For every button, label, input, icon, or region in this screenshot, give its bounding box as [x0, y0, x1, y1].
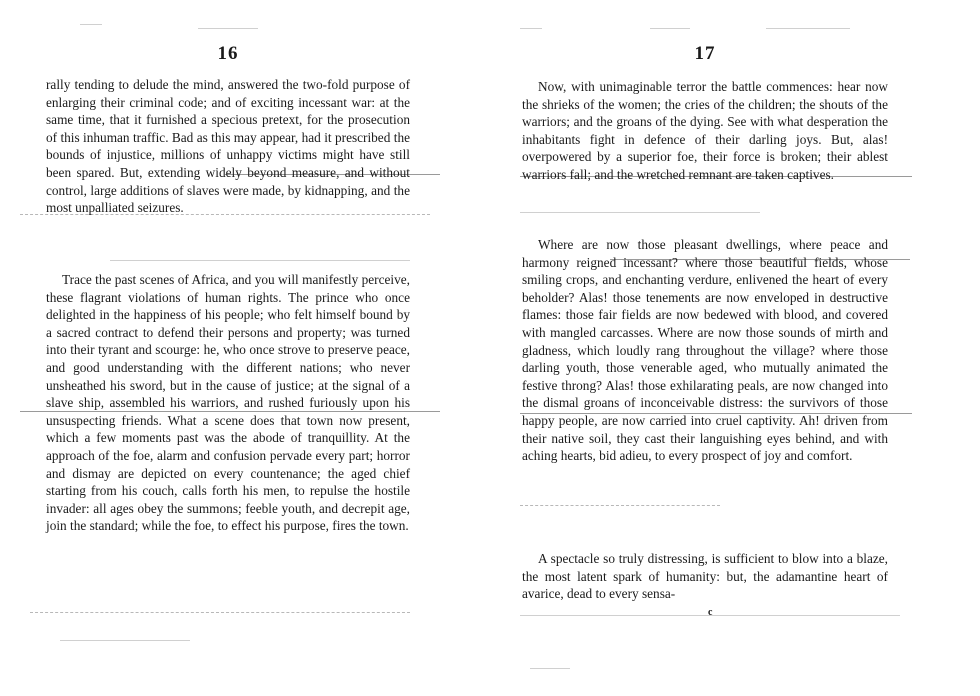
paragraph: A spectacle so truly distressing, is sufficient to blow into a blaze, the most latent spark of humanity: but, the adamantine heart of avarice, dead to every sensa- — [522, 551, 888, 602]
scan-rule — [80, 24, 102, 25]
paragraph: Where are now those pleasant dwellings, where peace and harmony reigned incessant? where those beautiful fields, whose smiling crops, and enchanting verdure, enlivened the heart of every beholder? Alas! those tenements are now enveloped in destructive flames: those fair fields are now bedewed with blood, and covered with mangled carcasses. Where are now those sounds of mirth and gladness, which loudly rang throughout the village? where those darling youth, those venerable aged, who mutually animated the festive throng? Alas! those exhilarating peals, are now changed into the dismal groans of inconceivable distress: the survivors of those happy people, are now carried into cruel captivity. Ah! driven from their native soil, they cast their languishing eyes behind, and with aching hearts, bid adieu, to every prospect of joy and comfort. — [522, 237, 888, 464]
page-number: 17 — [694, 43, 716, 64]
paragraph: Trace the past scenes of Africa, and you will manifestly perceive, these flagrant violations of human rights. The prince who once delighted in the happiness of his people; who felt himself bound by a sacred contract to defend their persons and property; was turned into their tyrant and scourge: he, who once strove to preserve peace, and good understanding with the different nations; who never unsheathed his sword, but in the cause of justice; at the signal of a slave ship, assembled his warriors, and rushed furiously upon his unsuspecting friends. What a scene does that town now present, which a few moments past was the abode of tranquillity. At the approach of the foe, alarm and confusion pervade every part; horror and dismay are depicted on every countenance; the aged chief starting from his couch, calls forth his men, to repulse the hostile invader: all ages obey the summons; feeble youth, and decrepit age, join the standard; while the foe, to effect his purpose, fires the town. — [46, 272, 410, 534]
scan-rule — [110, 260, 410, 261]
scan-rule — [766, 28, 850, 29]
scan-rule — [520, 212, 760, 213]
scan-rule — [30, 612, 410, 613]
scan-rule — [520, 28, 542, 29]
paragraph: rally tending to delude the mind, answered the two-fold purpose of enlarging their criminal code; and of exciting incessant war: at the same time, that it furnished a specious pretext, for the prosecution of this inhuman traffic. Bad as this may appear, had it prescribed the bounds of injustice, millions of unhappy victims might have still been spared. But, extending widely beyond measure, and without control, large additions of slaves were made, by kidnapping, and the most unpalliated seizures. — [46, 77, 410, 216]
scan-rule — [520, 505, 720, 506]
scan-rule — [650, 28, 690, 29]
page-number: 16 — [217, 43, 239, 64]
signature-mark: c — [708, 607, 713, 618]
scan-rule — [530, 668, 570, 669]
paragraph: Now, with unimaginable terror the battle commences: hear now the shrieks of the women; the cries of the children; the shouts of the warriors; and the groans of the dying. See with what desperation the inhabitants fight in defence of their darling joys. But, alas! overpowered by a superior foe, their force is broken; their ablest warriors fall; and the wretched remnant are taken captives. — [522, 79, 888, 182]
scan-rule — [198, 28, 258, 29]
scan-rule — [60, 640, 190, 641]
